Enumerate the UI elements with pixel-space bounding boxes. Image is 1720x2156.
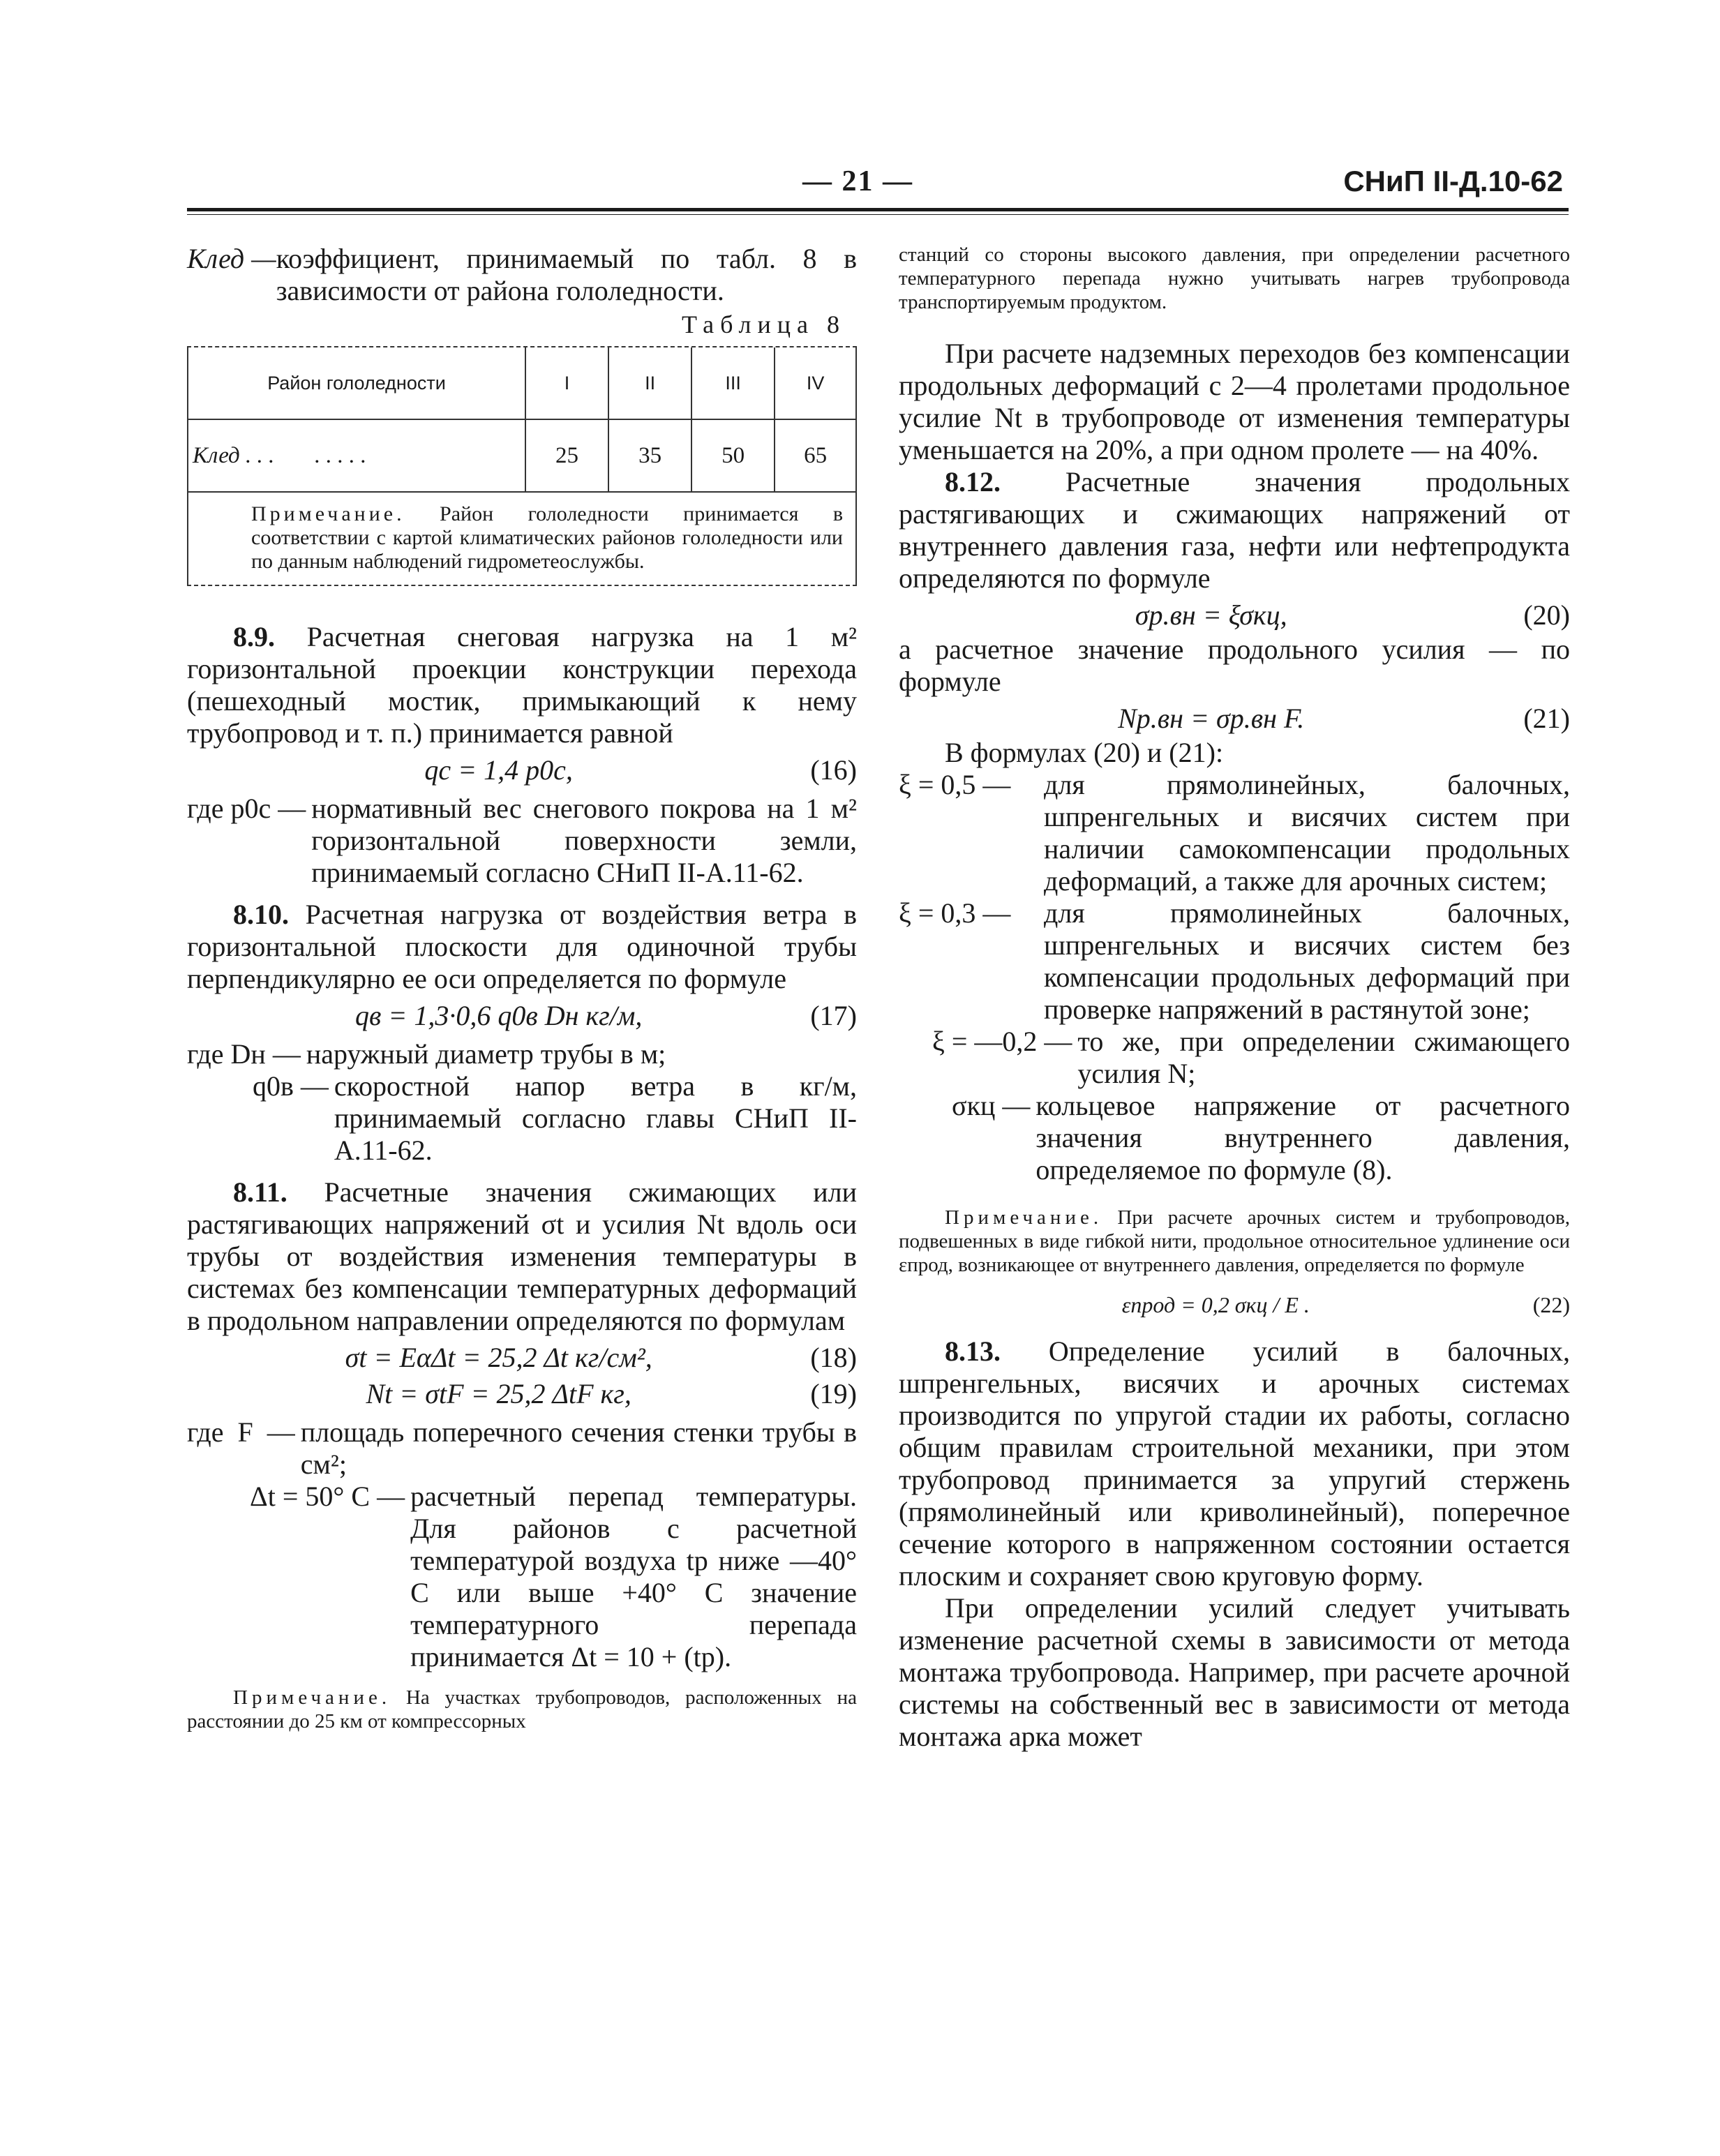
f-definition bbox=[187, 1416, 857, 1481]
formula-expression: εпрод = 0,2 σкц / E . bbox=[1121, 1292, 1310, 1317]
table-header-cell: IV bbox=[775, 347, 855, 419]
note-text: Район гололедности принимается в соответствии с картой климатических районов гололедности или по данным наблюдений гидрометеослужбы. bbox=[251, 502, 843, 573]
definition-text: то же, при определении сжимающего усилия N; bbox=[1077, 1026, 1570, 1089]
formula-20 bbox=[899, 597, 1570, 634]
paragraph-installation-method: При определении усилий следует учитывать изменение расчетной схемы в зависимости от метода монтажа трубопровода. Например, при расчете арочной системы на собственный вес в зависимости от метода монтажа арка может bbox=[899, 1592, 1570, 1752]
paragraph-8-9 bbox=[187, 621, 857, 749]
xi-03-definition bbox=[899, 897, 1570, 1026]
left-column bbox=[187, 243, 857, 1733]
definition-text: площадь поперечного сечения стенки трубы в см²; bbox=[300, 1416, 857, 1480]
formula-21 bbox=[899, 701, 1570, 737]
paragraph-8-11 bbox=[187, 1176, 857, 1337]
dt-definition bbox=[187, 1481, 857, 1673]
paragraph-text: Расчетная нагрузка от воздействия ветра в горизонтальной плоскости для одиночной трубы перпендикулярно ее оси определяется по формуле bbox=[187, 899, 857, 994]
formula-17 bbox=[187, 998, 857, 1034]
definition-term: q0в — bbox=[253, 1070, 329, 1102]
definition-text: для прямолинейных балочных, шпренгельных и висячих систем без компенсации продольных деформаций при проверке напряжений в растянутой зоне; bbox=[1044, 897, 1570, 1025]
table-cell: 35 bbox=[608, 419, 691, 491]
section-number: 8.12. bbox=[945, 466, 1001, 497]
paragraph-8-10 bbox=[187, 899, 857, 995]
formula-expression: qв = 1,3·0,6 q0в Dн кг/м, bbox=[354, 1000, 643, 1031]
note-label: Примечание. bbox=[945, 1206, 1103, 1229]
note-arch-systems bbox=[899, 1206, 1570, 1277]
formula-expression: Nt = σtF = 25,2 ΔtF кг, bbox=[366, 1378, 631, 1409]
section-number: 8.11. bbox=[233, 1176, 287, 1208]
paragraph-overground: При расчете надземных переходов без компенсации продольных деформаций с 2—4 пролетами продольное усилие Nt в трубопроводе от изменения температуры уменьшается на 20%, а при одном пролете — на 40%. bbox=[899, 338, 1570, 465]
xi-05-definition bbox=[899, 769, 1570, 897]
section-number: 8.9. bbox=[233, 621, 275, 652]
formula-number: (17) bbox=[810, 1000, 857, 1031]
definition-text: наружный диаметр трубы в м; bbox=[306, 1038, 666, 1070]
paragraph-text: Определение усилий в балочных, шпренгельных, висячих и арочных системах производится по упругой стадии их работы, согласно общим правилам строительной механики, при этом трубопровод принимается за упругий стержень (прямолинейный или криволинейный), поперечное сечение которого в напряженном состоянии остается плоским и сохраняет свою круговую форму. bbox=[899, 1335, 1570, 1592]
formula-number: (16) bbox=[810, 754, 857, 786]
section-number: 8.13. bbox=[945, 1335, 1001, 1367]
definition-term: Δt = 50° С — bbox=[250, 1481, 405, 1512]
definition-text: кольцевое напряжение от расчетного значения внутреннего давления, определяемое по формуле (8). bbox=[1035, 1090, 1570, 1185]
table-cell: 50 bbox=[691, 419, 775, 491]
paragraph-text: Расчетные значения продольных растягивающих и сжимающих напряжений от внутреннего давления газа, нефти или нефтепродукта определяются по формуле bbox=[899, 466, 1570, 594]
formula-16 bbox=[187, 752, 857, 788]
definition-term: где p0c — bbox=[187, 793, 306, 824]
table-note bbox=[188, 491, 855, 585]
definition-term: Kлед — bbox=[187, 243, 276, 274]
paragraph-axial-force: а расчетное значение продольного усилия — по формуле bbox=[899, 634, 1570, 697]
paragraph-text: Расчетные значения сжимающих или растягивающих напряжений σt и усилия Nt вдоль оси трубы от воздействия изменения температуры в системах без компенсации температурных деформаций в продольном направлении определяются по формулам bbox=[187, 1176, 857, 1336]
formula-expression: σt = EαΔt = 25,2 Δt кг/см², bbox=[345, 1342, 652, 1373]
table-cell: 25 bbox=[525, 419, 608, 491]
table-row-label: Kлед . . . . . . . . bbox=[188, 419, 525, 491]
definition-text: скоростной напор ветра в кг/м, принимаемый согласно главы СНиП II-А.11-62. bbox=[334, 1070, 857, 1166]
definition-term: где F — bbox=[187, 1416, 295, 1448]
paragraph-8-12 bbox=[899, 466, 1570, 594]
formula-19 bbox=[187, 1376, 857, 1412]
p0c-definition bbox=[187, 793, 857, 889]
table-header-cell: Район гололедности bbox=[267, 372, 446, 394]
formula-expression: Nр.вн = σр.вн F. bbox=[1118, 703, 1305, 734]
definition-text: коэффициент, принимаемый по табл. 8 в зависимости от района гололедности. bbox=[276, 243, 857, 306]
sigma-kc-definition bbox=[899, 1090, 1570, 1186]
formula-number: (19) bbox=[810, 1378, 857, 1409]
formula-number: (18) bbox=[810, 1342, 857, 1373]
formula-expression: qc = 1,4 p0c, bbox=[424, 754, 573, 786]
table-header-cell: II bbox=[608, 347, 691, 419]
formula-expression: σр.вн = ξσкц, bbox=[1135, 599, 1287, 631]
note-compressor-continued: станций со стороны высокого давления, при определении расчетного температурного перепада нужно учитывать нагрев трубопровода транспортируемым продуктом. bbox=[899, 244, 1570, 313]
formula-number: (21) bbox=[1523, 703, 1570, 734]
paragraph-8-13 bbox=[899, 1335, 1570, 1592]
formula-number: (20) bbox=[1523, 599, 1570, 631]
definition-text: расчетный перепад температуры. Для районов с расчетной температурой воздуха tр ниже —40° С или выше +40° С значение температурного перепада принимается Δt = 10 + (tр). bbox=[410, 1481, 857, 1672]
definition-term: σкц — bbox=[952, 1090, 1031, 1121]
dn-definition bbox=[187, 1038, 857, 1070]
page-number: — 21 — bbox=[802, 165, 913, 197]
definition-term: ξ = —0,2 — bbox=[932, 1026, 1072, 1057]
paragraph-text: Расчетная снеговая нагрузка на 1 м² горизонтальной проекции конструкции перехода (пешеходный мостик, примыкающий к нему трубопровод и т. п.) принимается равной bbox=[187, 621, 857, 749]
note-text: На участках трубопроводов, расположенных на расстоянии до 25 км от компрессорных bbox=[187, 1686, 857, 1732]
k-led-definition bbox=[187, 243, 857, 307]
definition-term: ξ = 0,3 — bbox=[899, 897, 1011, 929]
table-header-cell: III bbox=[691, 347, 775, 419]
note-label: Примечание. bbox=[233, 1686, 391, 1709]
definition-term: ξ = 0,5 — bbox=[899, 769, 1011, 800]
note-compressor bbox=[187, 1686, 857, 1733]
table-caption: Таблица 8 bbox=[682, 310, 846, 338]
right-column bbox=[899, 243, 1570, 1753]
section-number: 8.10. bbox=[233, 899, 289, 930]
formula-number: (22) bbox=[1532, 1292, 1570, 1317]
note-label: Примечание. bbox=[251, 502, 405, 525]
definition-term: где Dн — bbox=[187, 1038, 301, 1070]
table-header-cell: I bbox=[525, 347, 608, 419]
table-cell: 65 bbox=[775, 419, 855, 491]
formula-18 bbox=[187, 1340, 857, 1376]
header-rule bbox=[187, 208, 1569, 211]
xi-minus-02-definition bbox=[899, 1026, 1570, 1090]
header-rule-thin bbox=[187, 214, 1569, 215]
q0-definition bbox=[187, 1070, 857, 1167]
formula-22 bbox=[899, 1287, 1570, 1323]
definition-text: для прямолинейных, балочных, шпренгельных и висячих систем при наличии самокомпенсации продольных деформаций, а также для арочных систем; bbox=[1044, 769, 1570, 897]
ice-region-table bbox=[187, 346, 857, 586]
definition-text: нормативный вес снегового покрова на 1 м² горизонтальной поверхности земли, принимаемый согласно СНиП II-А.11-62. bbox=[311, 793, 857, 888]
paragraph-in-formulas: В формулах (20) и (21): bbox=[945, 737, 1224, 768]
document-code: СНиП II-Д.10-62 bbox=[1343, 165, 1563, 197]
note-text: При расчете арочных систем и трубопроводов, подвешенных в виде гибкой нити, продольное относительное удлинение оси εпрод, возникающее от внутреннего давления, определяется по формуле bbox=[899, 1206, 1570, 1276]
